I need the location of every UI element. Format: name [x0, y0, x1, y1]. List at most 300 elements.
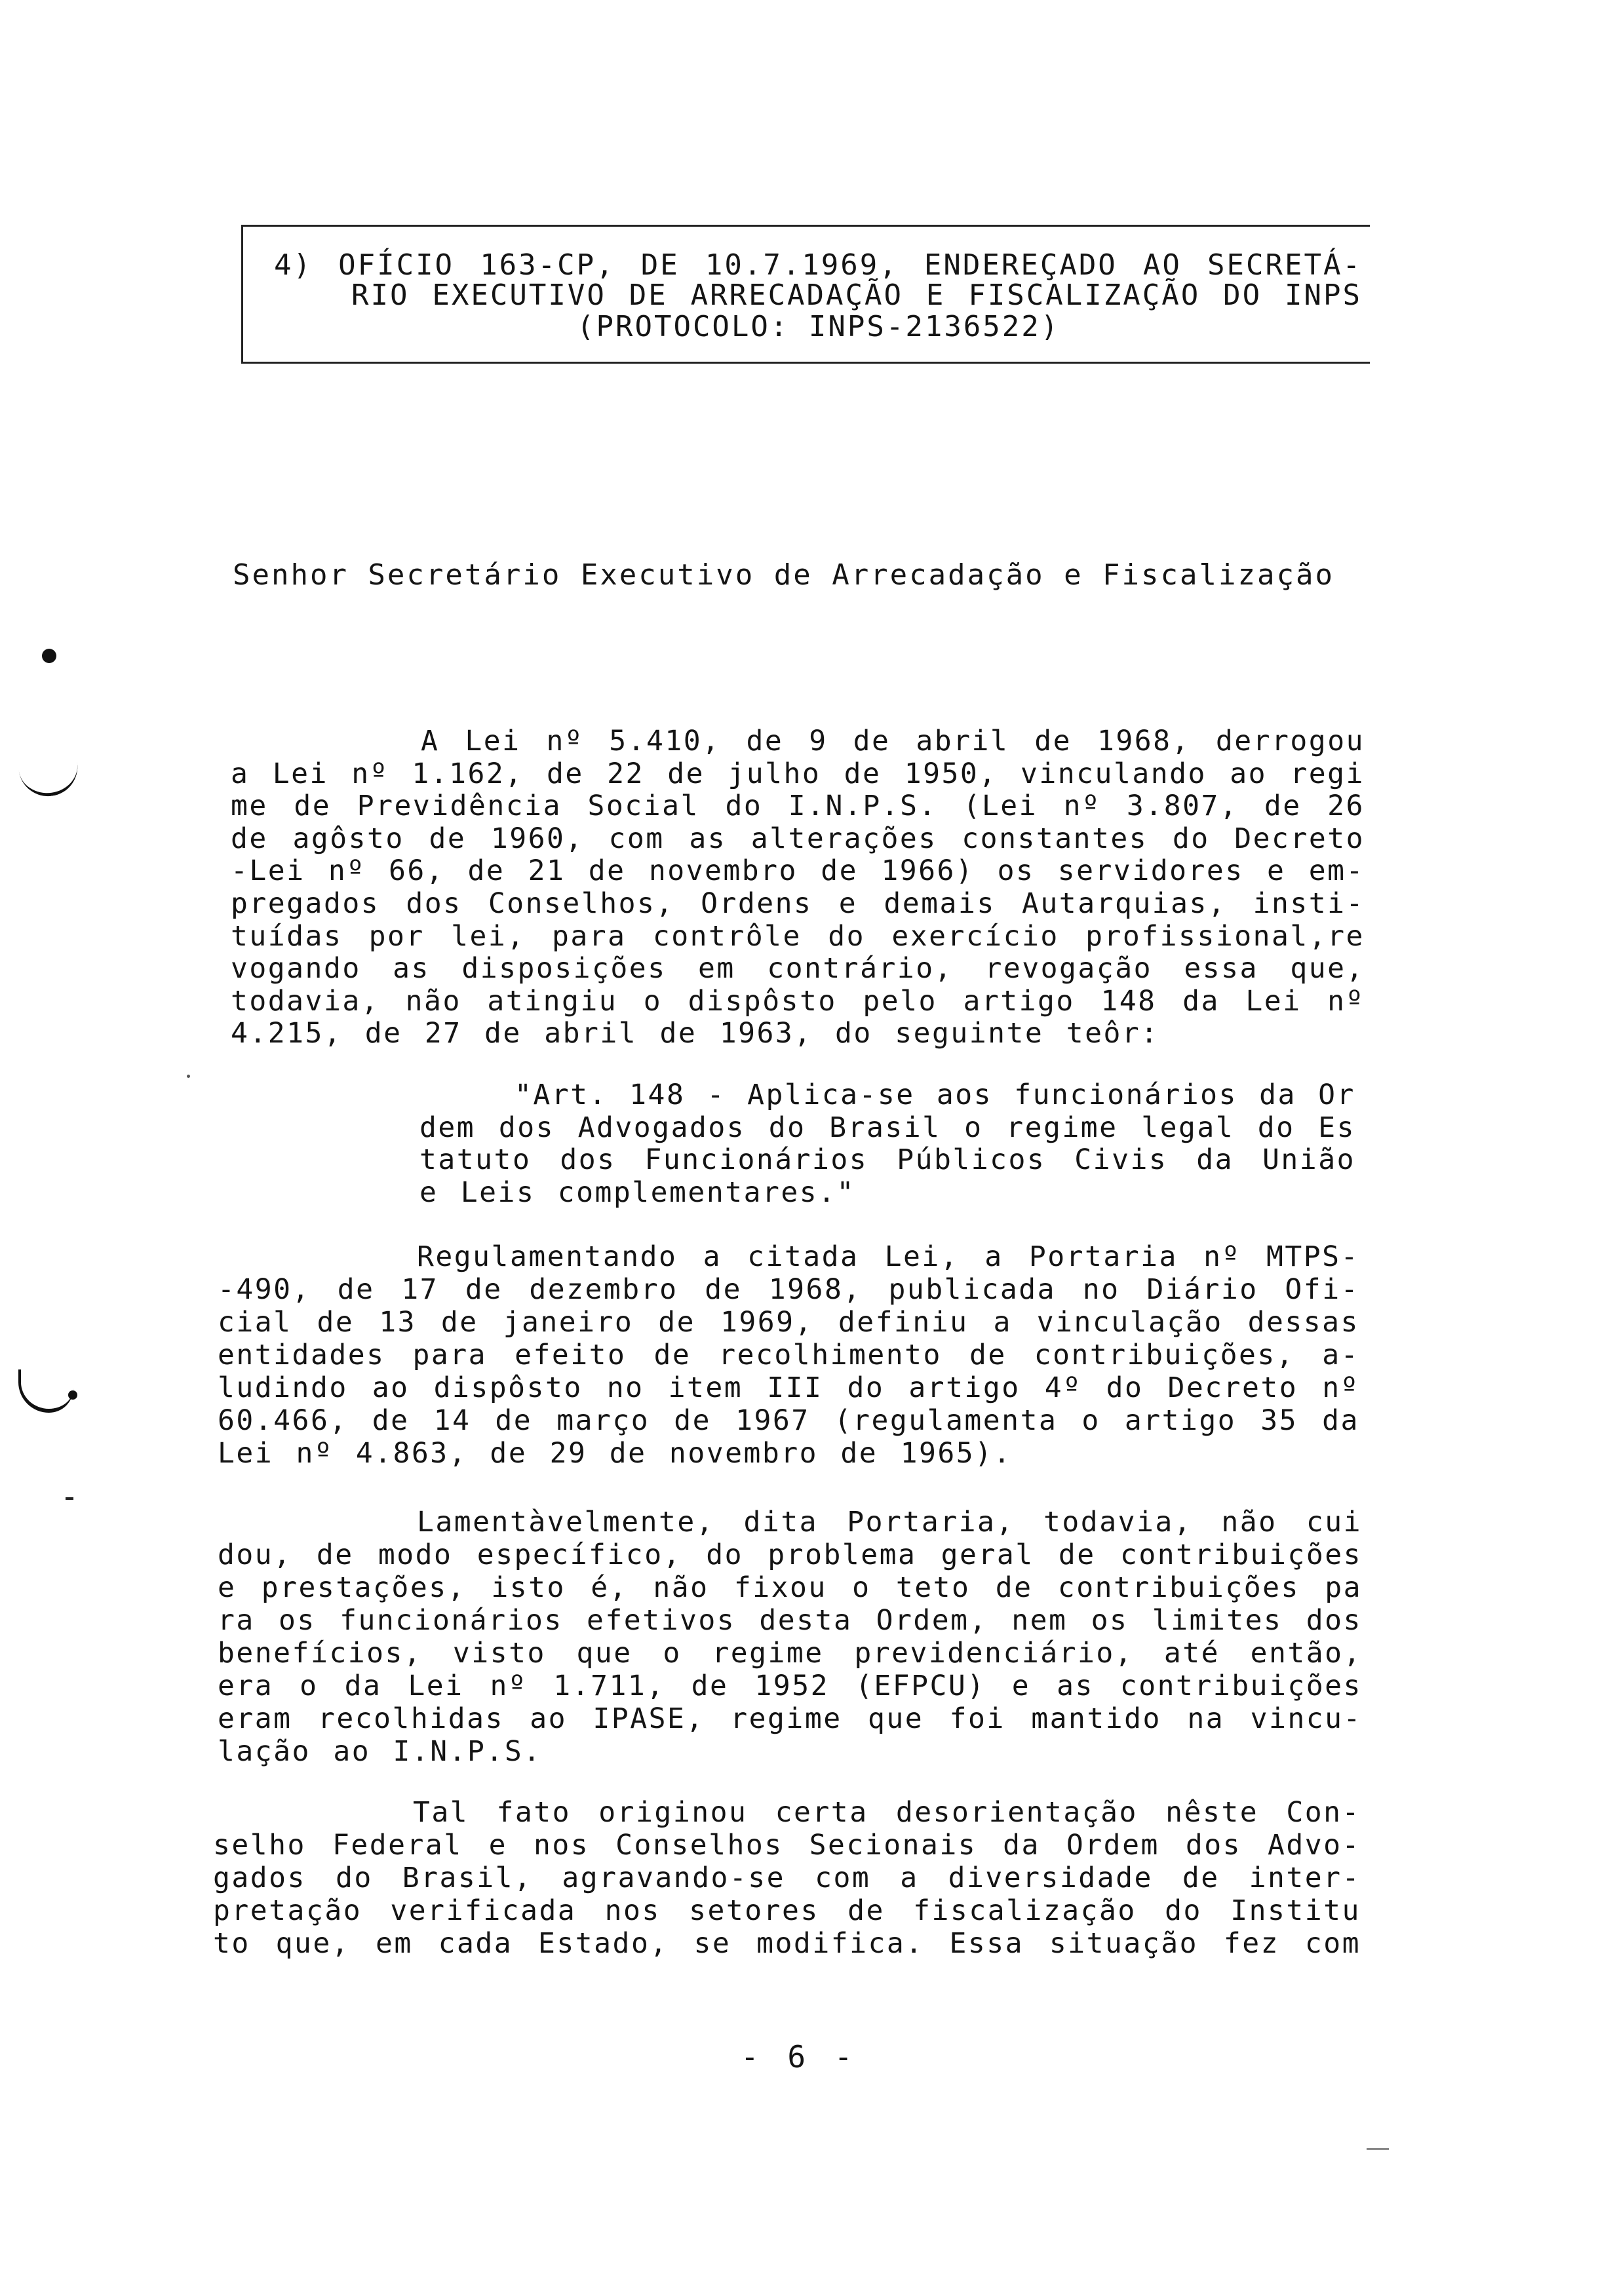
word: Secionais [809, 1829, 977, 1862]
word: de [691, 1670, 729, 1702]
paragraph-line [218, 1571, 1362, 1604]
word: prestações, [261, 1571, 466, 1604]
word: da [1182, 985, 1220, 1018]
word: efeito [515, 1339, 627, 1371]
paragraph-line [213, 1927, 1361, 1960]
margin-dash-mark [1367, 2148, 1389, 2150]
word: nº [328, 854, 366, 887]
word: então, [1250, 1637, 1362, 1670]
word: 21 [528, 854, 566, 887]
word: 3.807, [1126, 790, 1239, 822]
word: tuídas [231, 920, 343, 953]
word: o [663, 1637, 682, 1670]
word: Estado, [538, 1927, 669, 1960]
word: para [412, 1339, 488, 1371]
word: Tal [413, 1796, 469, 1829]
word: 1950, [904, 757, 998, 790]
word: abril [916, 725, 1009, 757]
word: de [1034, 725, 1072, 757]
word: no [1082, 1273, 1120, 1306]
word: 1952 [754, 1670, 829, 1702]
word: teto [895, 1571, 971, 1604]
word: Regulamentando [417, 1240, 678, 1273]
word: 4º [1044, 1371, 1082, 1404]
word: dem [419, 1111, 476, 1144]
header-word: ENDEREÇADO [924, 248, 1118, 282]
word: dessas [1247, 1306, 1359, 1339]
word: (regulamenta [834, 1404, 1058, 1437]
word: ao [530, 1702, 568, 1735]
word: tatuto [419, 1143, 532, 1176]
paragraph-line [231, 854, 1365, 887]
word: servidores [1057, 854, 1244, 887]
word: Diário [1146, 1273, 1258, 1306]
word: modifica. [756, 1927, 924, 1960]
header-word: DE [629, 278, 668, 312]
header-word: E [925, 278, 946, 312]
word: os [1091, 1604, 1129, 1637]
word: 1966) [881, 854, 975, 887]
margin-curve-mark [17, 750, 81, 800]
word: item [668, 1371, 743, 1404]
word: 17 [401, 1273, 439, 1306]
word: Lamentàvelmente, [417, 1506, 715, 1539]
word: todavia, [231, 985, 380, 1018]
word: de [429, 822, 467, 855]
word: as [393, 952, 430, 985]
paragraph-line [419, 1111, 1355, 1144]
word: 60.466, [218, 1404, 348, 1437]
word: Lei [272, 757, 328, 790]
word: problema [768, 1539, 917, 1571]
word: o [1081, 1404, 1100, 1437]
word: de [844, 757, 882, 790]
paragraph-line: lação ao I.N.P.S. [218, 1735, 542, 1768]
word: me [231, 790, 268, 822]
page-number: - 6 - [741, 2039, 858, 2075]
paragraph-line [218, 1604, 1362, 1637]
word: certa [775, 1796, 868, 1829]
word: de [847, 1894, 885, 1927]
word: gados [213, 1862, 306, 1894]
word: novembro [648, 854, 798, 887]
word: 148 [629, 1079, 686, 1111]
word: nº [351, 757, 389, 790]
word: nº [1203, 1240, 1241, 1273]
word: cial [218, 1306, 292, 1339]
header-word: DO [1223, 278, 1262, 312]
word: de [231, 822, 268, 855]
word: Funcionários [644, 1143, 868, 1176]
word: fixou [733, 1571, 827, 1604]
header-word: 4) [274, 248, 313, 282]
word: Lei [1245, 985, 1302, 1018]
word: de [294, 790, 332, 822]
word: (EFPCU) [855, 1670, 986, 1702]
word: para [551, 920, 627, 953]
word: Ofi- [1285, 1273, 1359, 1306]
word: funcionários [340, 1604, 563, 1637]
word: cui [1306, 1506, 1362, 1539]
word: aos [936, 1079, 993, 1111]
word: -490, [218, 1273, 311, 1306]
paragraph-line [231, 790, 1365, 822]
word: dos [1306, 1604, 1362, 1637]
word: específico, [477, 1539, 682, 1571]
word: da [1003, 1829, 1040, 1862]
word: Ordem, [876, 1604, 988, 1637]
word: a [703, 1240, 722, 1273]
word: Brasil [829, 1111, 941, 1144]
word: recolhimento [718, 1339, 942, 1371]
word: os [279, 1604, 316, 1637]
word: regime [712, 1637, 824, 1670]
paragraph-line [231, 822, 1365, 855]
word: contribuições [1119, 1539, 1362, 1571]
paragraph-line [419, 1143, 1355, 1176]
word: do [1165, 1894, 1202, 1927]
word: Públicos [897, 1143, 1046, 1176]
word: profissional,re [1085, 920, 1365, 953]
word: 13 [379, 1306, 416, 1339]
word: dou, [218, 1539, 292, 1571]
word: nêste [1165, 1796, 1259, 1829]
word: vincu- [1250, 1702, 1362, 1735]
paragraph-line [213, 1862, 1361, 1894]
word: por [368, 920, 425, 953]
word: se [693, 1927, 731, 1960]
word: o [852, 1571, 871, 1604]
word: I.N.P.S. [788, 790, 937, 822]
word: contribuições, [1034, 1339, 1295, 1371]
word: desorientação [895, 1796, 1138, 1829]
word: contrário, [767, 952, 954, 985]
word: de [316, 1539, 354, 1571]
paragraph-line [413, 1796, 1361, 1829]
margin-dot-mark [42, 649, 56, 663]
word: vogando [231, 952, 361, 985]
word: Lei, [884, 1240, 960, 1273]
word: o [643, 985, 663, 1018]
word: foi [949, 1702, 1005, 1735]
word: Social [587, 790, 699, 822]
header-word: SECRETÁ- [1207, 248, 1362, 282]
paragraph-line [231, 887, 1365, 920]
word: nos [534, 1829, 590, 1862]
word: IPASE, [593, 1702, 705, 1735]
word: 22 [607, 757, 644, 790]
word: de [337, 1273, 375, 1306]
word: que, [1290, 952, 1365, 985]
word: de [1058, 1539, 1096, 1571]
word: de [674, 1404, 712, 1437]
word: dispôsto [433, 1371, 583, 1404]
word: diversidade [948, 1862, 1153, 1894]
word: Conselhos, [488, 887, 674, 920]
word: 148 [1100, 985, 1157, 1018]
word: Or [1318, 1079, 1355, 1111]
word: previdenciário, [854, 1637, 1134, 1670]
word: do [847, 1371, 885, 1404]
word: fato [496, 1796, 571, 1829]
word: 1968, [768, 1273, 862, 1306]
salutation: Senhor Secretário Executivo de Arrecadação e Fiscalização [233, 558, 1334, 592]
word: e [1011, 1670, 1031, 1702]
word: de [440, 1306, 478, 1339]
word: em [698, 952, 735, 985]
word: vinculação [1036, 1306, 1223, 1339]
word: a [984, 1240, 1003, 1273]
word: dita [743, 1506, 819, 1539]
word: em- [1308, 854, 1365, 887]
word: (Lei [963, 790, 1038, 822]
word: pelo [863, 985, 937, 1018]
word: dos [1185, 1829, 1242, 1862]
word: Ordens [701, 887, 813, 920]
word: efetivos [587, 1604, 736, 1637]
paragraph-line [218, 1404, 1359, 1437]
paragraph-line: Lei nº 4.863, de 29 de novembro de 1965). [218, 1437, 1012, 1470]
word: Ordem [1066, 1829, 1159, 1862]
word: todavia, [1043, 1506, 1193, 1539]
word: Portaria, [847, 1506, 1015, 1539]
word: Autarquias, [1022, 887, 1227, 920]
paragraph-line [421, 725, 1365, 757]
word: 1.162, [412, 757, 524, 790]
word: Lei [408, 1670, 464, 1702]
word: União [1262, 1143, 1355, 1176]
word: 1969, [720, 1306, 813, 1339]
word: do [1106, 1371, 1144, 1404]
word: 14 [433, 1404, 471, 1437]
header-line-1 [274, 250, 1362, 280]
word: as [689, 822, 727, 855]
word: do [768, 1111, 806, 1144]
word: - [707, 1079, 726, 1111]
word: 1.711, [553, 1670, 665, 1702]
word: Conselhos [615, 1829, 783, 1862]
word: de [588, 854, 626, 887]
word: 1967 [735, 1404, 810, 1437]
word: na [1187, 1702, 1225, 1735]
word: de [372, 1404, 410, 1437]
word: visto [452, 1637, 546, 1670]
word: publicada [888, 1273, 1056, 1306]
word: atingiu [487, 985, 618, 1018]
word: e [488, 1829, 508, 1862]
word: vinculando [1021, 757, 1207, 790]
word: fez [1223, 1927, 1279, 1960]
header-word: 10.7.1969, [705, 248, 899, 282]
word: situação [1049, 1927, 1198, 1960]
word: da [1196, 1143, 1234, 1176]
word: benefícios, [218, 1637, 423, 1670]
word: pa [1325, 1571, 1362, 1604]
paragraph-line: 4.215, de 27 de abril de 1963, do seguinte teôr: [231, 1017, 1159, 1050]
word: de [465, 1273, 503, 1306]
word: de [1182, 1862, 1220, 1894]
paragraph-line: e Leis complementares." [419, 1176, 855, 1209]
word: recolhidas [317, 1702, 504, 1735]
word: demais [884, 887, 996, 920]
word: setores [689, 1894, 819, 1927]
word: do [828, 920, 866, 953]
word: Civis [1074, 1143, 1168, 1176]
word: dos [406, 887, 462, 920]
word: 1968, [1097, 725, 1190, 757]
word: 5.410, [609, 725, 721, 757]
word: 9 [809, 725, 828, 757]
word: legal [1141, 1111, 1235, 1144]
word: 26 [1327, 790, 1365, 822]
paragraph-line [213, 1894, 1361, 1927]
word: não [1221, 1506, 1277, 1539]
word: de [853, 725, 891, 757]
word: dos [498, 1111, 555, 1144]
word: até [1163, 1637, 1220, 1670]
word: de [547, 757, 584, 790]
header-word: 163-CP, [480, 248, 615, 282]
word: nos [604, 1894, 661, 1927]
word: não [405, 985, 461, 1018]
word: regi [1290, 757, 1365, 790]
word: do [1172, 822, 1210, 855]
word: to [213, 1927, 250, 1960]
header-word: RIO [351, 278, 410, 312]
word: de [658, 1306, 696, 1339]
word: constantes [962, 822, 1148, 855]
word: de [495, 1404, 533, 1437]
word: mantido [1031, 1702, 1161, 1735]
header-word: INPS [1285, 278, 1362, 312]
word: que [576, 1637, 632, 1670]
word: do [725, 790, 763, 822]
word: do [706, 1539, 744, 1571]
paragraph-line [218, 1670, 1362, 1702]
word: limites [1152, 1604, 1283, 1637]
word: derrogou [1215, 725, 1365, 757]
word: Portaria [1028, 1240, 1178, 1273]
word: as [1057, 1670, 1094, 1702]
header-line-2 [351, 280, 1362, 311]
paragraph-line [515, 1079, 1355, 1111]
paragraph-line [417, 1240, 1359, 1273]
word: Institu [1230, 1894, 1361, 1927]
word: da [1322, 1404, 1359, 1437]
word: 1960, [490, 822, 584, 855]
paragraph-line [231, 952, 1365, 985]
word: 35 [1260, 1404, 1298, 1437]
word: dezembro [529, 1273, 678, 1306]
word: de [1264, 790, 1302, 822]
margin-dash-mark [66, 1497, 73, 1500]
word: MTPS- [1266, 1240, 1359, 1273]
word: eram [218, 1702, 292, 1735]
paragraph-line [231, 985, 1365, 1018]
word: Es [1318, 1111, 1355, 1144]
header-word: FISCALIZAÇÃO [968, 278, 1201, 312]
word: nº [1322, 1371, 1359, 1404]
word: "Art. [515, 1079, 608, 1111]
header-word: OFÍCIO [338, 248, 455, 282]
word: regime [1006, 1111, 1118, 1144]
word: definiu [838, 1306, 969, 1339]
header-word: EXECUTIVO [432, 278, 606, 312]
paragraph-line [231, 757, 1365, 790]
word: artigo [1124, 1404, 1237, 1437]
word: isto [491, 1571, 566, 1604]
paragraph-line [218, 1371, 1359, 1404]
word: nº [1327, 985, 1365, 1018]
word: era [218, 1670, 274, 1702]
word: julho [728, 757, 821, 790]
word: de [667, 757, 705, 790]
word: não [653, 1571, 709, 1604]
word: -Lei [231, 854, 305, 887]
word: Aplica-se [747, 1079, 915, 1111]
word: com [815, 1862, 871, 1894]
word: dispôsto [688, 985, 837, 1018]
word: cada [438, 1927, 513, 1960]
word: nº [1063, 790, 1101, 822]
paragraph-line [218, 1539, 1362, 1571]
word: do [335, 1862, 373, 1894]
word: da [344, 1670, 382, 1702]
word: de [653, 1339, 691, 1371]
word: de [821, 854, 859, 887]
word: revogação [984, 952, 1152, 985]
word: janeiro [503, 1306, 634, 1339]
paragraph-line [218, 1273, 1359, 1306]
word: o [300, 1670, 319, 1702]
word: ludindo [218, 1371, 348, 1404]
header-word: DE [640, 248, 680, 282]
word: modo [378, 1539, 453, 1571]
word: a- [1322, 1339, 1359, 1371]
margin-dot-mark [68, 1390, 77, 1400]
word: citada [747, 1240, 859, 1273]
word: exercício [891, 920, 1059, 953]
word: contribuições [1119, 1670, 1362, 1702]
word: a [231, 757, 250, 790]
word: nº [490, 1670, 528, 1702]
header-word: AO [1142, 248, 1182, 282]
word: entidades [218, 1339, 385, 1371]
word: o [964, 1111, 983, 1144]
word: de [969, 1339, 1007, 1371]
word: a [900, 1862, 919, 1894]
word: verificada [390, 1894, 577, 1927]
word: Con- [1286, 1796, 1361, 1829]
word: Advogados [577, 1111, 746, 1144]
word: de [467, 854, 505, 887]
word: A [421, 725, 440, 757]
word: que, [275, 1927, 351, 1960]
word: a [993, 1306, 1012, 1339]
word: pregados [231, 887, 380, 920]
paragraph-line [213, 1829, 1361, 1862]
word: regime [730, 1702, 842, 1735]
paragraph-line [231, 920, 1365, 953]
word: os [997, 854, 1035, 887]
word: Essa [949, 1927, 1024, 1960]
word: de [995, 1571, 1033, 1604]
word: Decreto [1167, 1371, 1298, 1404]
paragraph-line [218, 1306, 1359, 1339]
word: de [317, 1306, 355, 1339]
word: selho [213, 1829, 306, 1862]
word: nº [546, 725, 584, 757]
